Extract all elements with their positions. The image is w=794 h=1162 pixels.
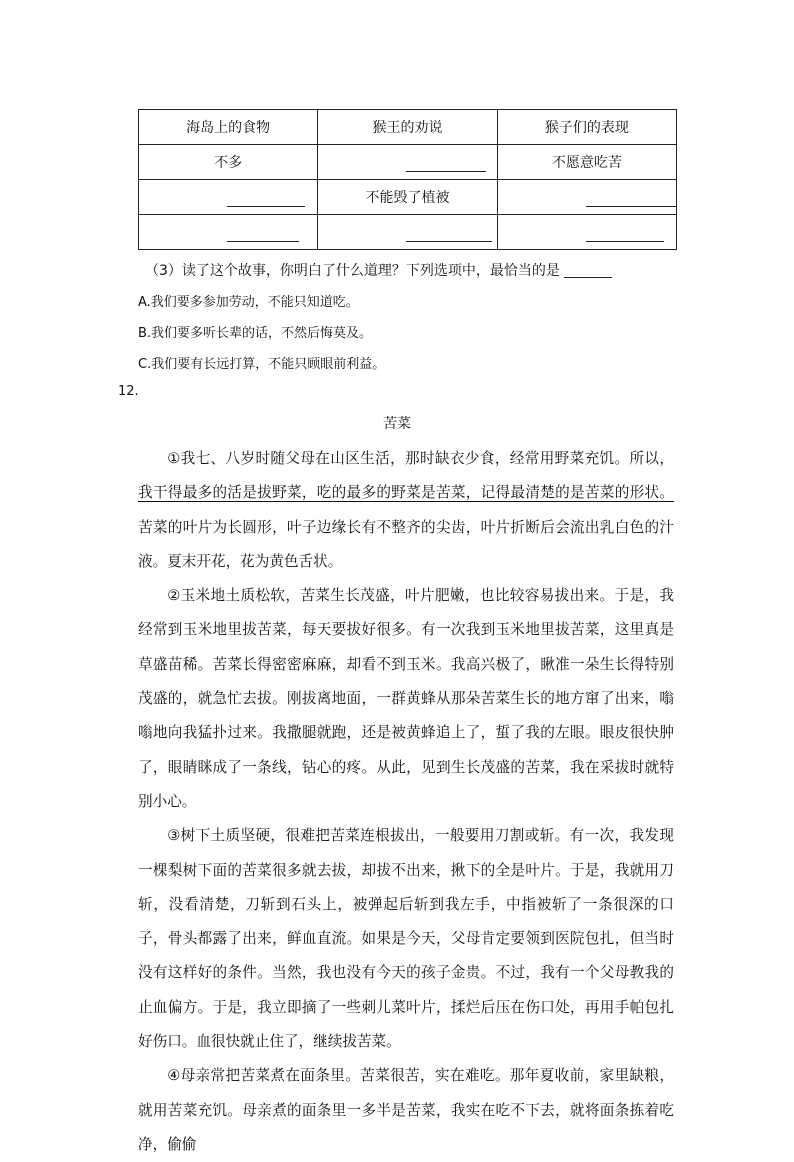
option-b: B.我们要多听长辈的话，不然后悔莫及。 (138, 326, 373, 341)
question-number: 12. (118, 384, 139, 399)
paragraph-1 (138, 442, 674, 579)
table-row (139, 215, 677, 250)
table-cell-blank[interactable] (318, 145, 497, 180)
answer-blank[interactable] (227, 206, 305, 207)
table-row (139, 180, 677, 215)
table-header-cell: 猴子们的表现 (497, 110, 676, 145)
table-row (139, 145, 677, 180)
answer-blank[interactable] (586, 241, 664, 242)
paragraph-2: ②玉米地土质松软，苦菜生长茂盛，叶片肥嫩，也比较容易拔出来。于是，我经常到玉米地里拔苦菜，每天要拔好很多。有一次我到玉米地里拔苦菜，这里真是草盛苗稀。苦菜长得密密麻麻，却看不到玉米。我高兴极了，瞅准一朵生长得特别茂盛的，就急忙去拔。刚拔离地面，一群黄蜂从那朵苦菜生长的地方窜了出来，嗡嗡地向我猛扑过来。我撒腿就跑，还是被黄蜂追上了，蜇了我的左眼。眼皮很快肿了，眼睛眯成了一条线，钻心的疼。从此，见到生长茂盛的苦菜，我在采拔时就特别小心。 (138, 587, 674, 810)
question-3-stem (145, 260, 612, 280)
table-cell: 不多 (139, 145, 318, 180)
article-body (138, 442, 674, 1162)
answer-blank[interactable] (406, 241, 492, 242)
table-cell: 不能毁了植被 (318, 180, 497, 215)
question-3-text: （3）读了这个故事，你明白了什么道理？下列选项中，最恰当的是 (145, 263, 560, 279)
table-cell-blank[interactable] (139, 180, 318, 215)
table-header-cell: 猴王的劝说 (318, 110, 497, 145)
option-c: C.我们要有长远打算，不能只顾眼前利益。 (138, 357, 386, 372)
option-a: A.我们要多参加劳动，不能只知道吃。 (138, 295, 359, 310)
underlined-sentence: 我干得最多的活是拔野菜，吃的最多的野菜是苦菜，记得最清楚的是苦菜的形状。 (138, 484, 674, 502)
article-title: 苦菜 (383, 416, 411, 432)
table-header-row (139, 110, 677, 145)
table-cell-blank[interactable] (497, 215, 676, 250)
table-cell-blank[interactable] (318, 215, 497, 250)
table-header-cell: 海岛上的食物 (139, 110, 318, 145)
table-cell-blank[interactable] (497, 180, 676, 215)
paragraph-3: ③树下土质坚硬，很难把苦菜连根拔出，一般要用刀割或斩。有一次，我发现一棵梨树下面的苦菜很多就去拔，却拔不出来，揪下的全是叶片。于是，我就用刀斩，没看清楚，刀斩到石头上，被弹起后斩到我左手，中指被斩了一条很深的口子，骨头都露了出来，鲜血直流。如果是今天，父母肯定要领到医院包扎，但当时没有这样好的条件。当然，我也没有今天的孩子金贵。不过，我有一个父母教我的止血偏方。于是，我立即摘了一些刺儿菜叶片，揉烂后压在伤口处，再用手帕包扎好伤口。血很快就止住了，继续拔苦菜。 (138, 827, 674, 1051)
paragraph-text: 苦菜的叶片为长圆形，叶子边缘长有不整齐的尖齿，叶片折断后会流出乳白色的汁液。夏末开花，花为黄色舌状。 (138, 518, 674, 570)
answer-blank[interactable] (227, 241, 299, 242)
table-cell: 不愿意吃苦 (497, 145, 676, 180)
paragraph-4: ④母亲常把苦菜煮在面条里。苦菜很苦，实在难吃。那年夏收前，家里缺粮，就用苦菜充饥。母亲煮的面条里一多半是苦菜，我实在吃不下去，就将面条拣着吃净，偷偷 (138, 1067, 674, 1153)
table-cell-blank[interactable] (139, 215, 318, 250)
answer-blank[interactable] (586, 206, 676, 207)
paragraph-text: ①我七、八岁时随父母在山区生活，那时缺衣少食，经常用野菜充饥。所以， (167, 450, 674, 467)
answer-blank[interactable] (406, 171, 486, 172)
answer-blank[interactable] (564, 263, 612, 278)
answer-table (138, 109, 677, 250)
